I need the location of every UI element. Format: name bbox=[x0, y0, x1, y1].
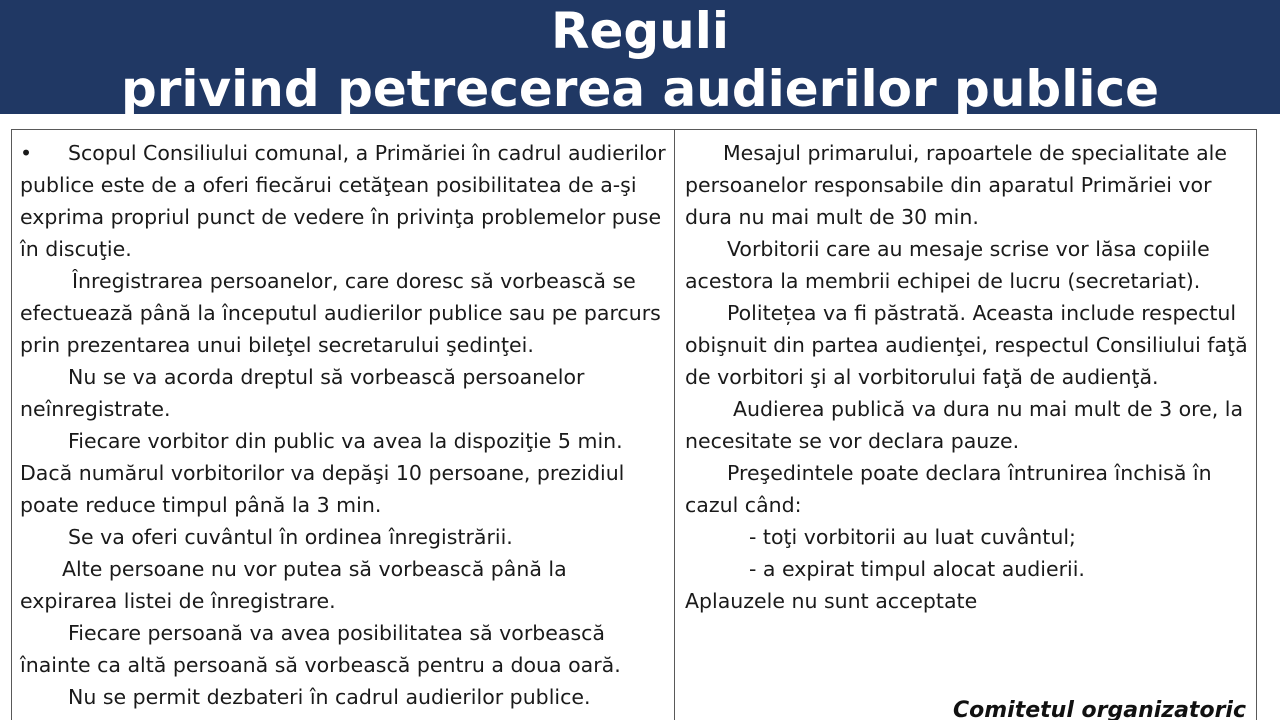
closing-note: Aplauzele nu sunt acceptate bbox=[685, 589, 978, 613]
rule-paragraph: Se va oferi cuvântul în ordinea înregistrării. bbox=[68, 525, 513, 549]
rule-paragraph: Vorbitorii care au mesaje scrise vor lăsa copiile acestora la membrii echipei de lucru (secretariat). bbox=[685, 237, 1210, 293]
rule-paragraph: Mesajul primarului, rapoartele de specialitate ale persoanelor responsabile din aparatul Primăriei vor dura nu mai mult de 30 min. bbox=[685, 141, 1227, 229]
right-column bbox=[675, 130, 1256, 720]
rules-table bbox=[11, 129, 1257, 720]
rule-paragraph: Nu se va acorda dreptul să vorbească persoanelor neînregistrate. bbox=[20, 365, 585, 421]
title-line-2: privind petrecerea audierilor publice bbox=[120, 60, 1160, 118]
rule-paragraph: Fiecare persoană va avea posibilitatea să vorbească înainte ca altă persoană să vorbească pentru a doua oară. bbox=[20, 621, 621, 677]
signature: Comitetul organizatoric bbox=[952, 698, 1246, 720]
list-item: - a expirat timpul alocat audierii. bbox=[749, 557, 1085, 581]
rule-paragraph: Fiecare vorbitor din public va avea la dispoziţie 5 min. Dacă numărul vorbitorilor va depăşi 10 persoane, prezidiul poate reduce timpul până la 3 min. bbox=[20, 429, 625, 517]
title-banner bbox=[0, 0, 1280, 118]
rule-paragraph: Preşedintele poate declara întrunirea închisă în cazul când: bbox=[685, 461, 1212, 517]
rule-text: Scopul Consiliului comunal, a Primăriei în cadrul audierilor publice este de a oferi fiecărui cetăţean posibilitatea de a-şi exprima propriul punct de vedere în privinţa problemelor puse în discuţie. bbox=[20, 141, 666, 261]
rule-paragraph: Înregistrarea persoanelor, care doresc să vorbească se efectuează până la începutul audierilor publice sau pe parcurs prin prezentarea unui bileţel secretarului şedinţei. bbox=[20, 269, 661, 357]
list-item: - toţi vorbitorii au luat cuvântul; bbox=[749, 525, 1076, 549]
rule-paragraph: Politețea va fi păstrată. Aceasta include respectul obişnuit din partea audienţei, respectul Consiliului faţă de vorbitori şi al vorbitorului faţă de audienţă. bbox=[685, 301, 1248, 389]
bullet-icon: • bbox=[20, 141, 33, 165]
rule-paragraph: Audierea publică va dura nu mai mult de 3 ore, la necesitate se vor declara pauze. bbox=[685, 397, 1244, 453]
left-column bbox=[12, 130, 675, 720]
rule-paragraph: Nu se permit dezbateri în cadrul audierilor publice. bbox=[68, 685, 591, 709]
rule-paragraph bbox=[20, 137, 668, 265]
title-line-1: Reguli bbox=[550, 2, 730, 60]
rule-paragraph: Alte persoane nu vor putea să vorbească până la expirarea listei de înregistrare. bbox=[20, 557, 567, 613]
